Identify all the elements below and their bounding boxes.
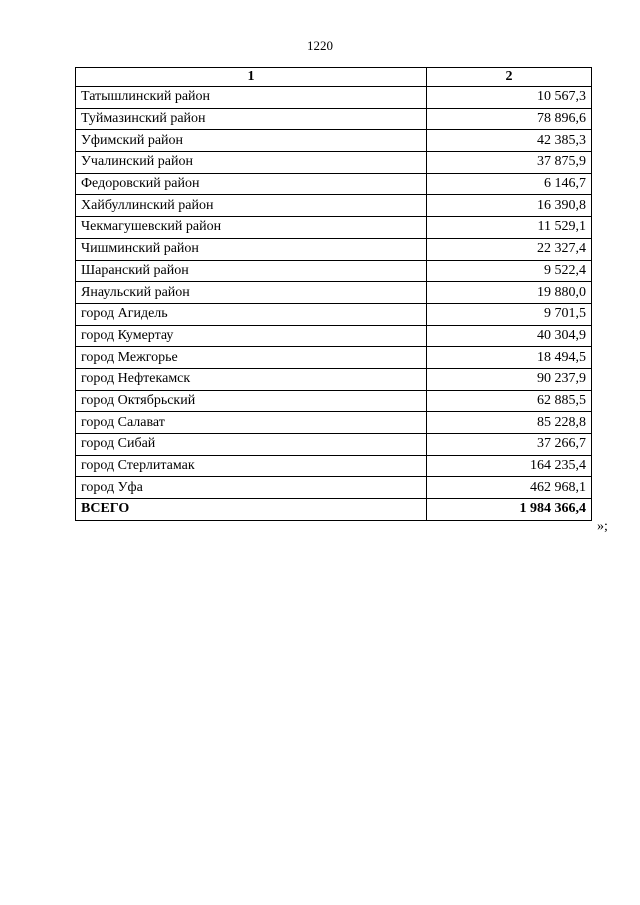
row-name: город Уфа (76, 477, 427, 499)
table-row (76, 434, 592, 456)
row-name: город Сибай (76, 434, 427, 456)
table-row (76, 390, 592, 412)
total-value: 1 984 366,4 (427, 499, 592, 521)
row-value: 164 235,4 (427, 455, 592, 477)
table-row (76, 455, 592, 477)
table-row (76, 303, 592, 325)
row-value: 18 494,5 (427, 347, 592, 369)
row-name: Шаранский район (76, 260, 427, 282)
row-name: Хайбуллинский район (76, 195, 427, 217)
table-row (76, 282, 592, 304)
row-value: 19 880,0 (427, 282, 592, 304)
row-value: 62 885,5 (427, 390, 592, 412)
row-name: Татышлинский район (76, 87, 427, 109)
table-row (76, 108, 592, 130)
row-value: 11 529,1 (427, 217, 592, 239)
row-value: 90 237,9 (427, 368, 592, 390)
row-name: Туймазинский район (76, 108, 427, 130)
row-name: Чишминский район (76, 238, 427, 260)
row-name: город Октябрьский (76, 390, 427, 412)
row-value: 42 385,3 (427, 130, 592, 152)
row-value: 9 522,4 (427, 260, 592, 282)
total-row (76, 499, 592, 521)
row-value: 9 701,5 (427, 303, 592, 325)
closing-quote-mark: »; (597, 519, 608, 534)
table-row (76, 238, 592, 260)
table-row (76, 217, 592, 239)
row-name: город Агидель (76, 303, 427, 325)
row-name: город Салават (76, 412, 427, 434)
row-name: город Межгорье (76, 347, 427, 369)
column-header-1: 1 (76, 68, 427, 87)
row-name: город Нефтекамск (76, 368, 427, 390)
column-header-2: 2 (427, 68, 592, 87)
table-header-row (76, 68, 592, 87)
row-value: 40 304,9 (427, 325, 592, 347)
row-value: 6 146,7 (427, 173, 592, 195)
row-value: 22 327,4 (427, 238, 592, 260)
table-row (76, 87, 592, 109)
table-row (76, 173, 592, 195)
row-value: 10 567,3 (427, 87, 592, 109)
row-value: 462 968,1 (427, 477, 592, 499)
row-value: 85 228,8 (427, 412, 592, 434)
row-name: Уфимский район (76, 130, 427, 152)
table-row (76, 152, 592, 174)
row-name: город Кумертау (76, 325, 427, 347)
table-row (76, 347, 592, 369)
row-name: Федоровский район (76, 173, 427, 195)
row-value: 37 266,7 (427, 434, 592, 456)
table-row (76, 260, 592, 282)
table-row (76, 130, 592, 152)
total-label: ВСЕГО (76, 499, 427, 521)
page-number: 1220 (307, 38, 333, 53)
table-row (76, 195, 592, 217)
row-name: Чекмагушевский район (76, 217, 427, 239)
row-name: Янаульский район (76, 282, 427, 304)
row-value: 78 896,6 (427, 108, 592, 130)
row-value: 37 875,9 (427, 152, 592, 174)
row-value: 16 390,8 (427, 195, 592, 217)
table-row (76, 477, 592, 499)
row-name: город Стерлитамак (76, 455, 427, 477)
table-row (76, 412, 592, 434)
row-name: Учалинский район (76, 152, 427, 174)
allocation-table (75, 67, 592, 521)
table-row (76, 325, 592, 347)
table-row (76, 368, 592, 390)
